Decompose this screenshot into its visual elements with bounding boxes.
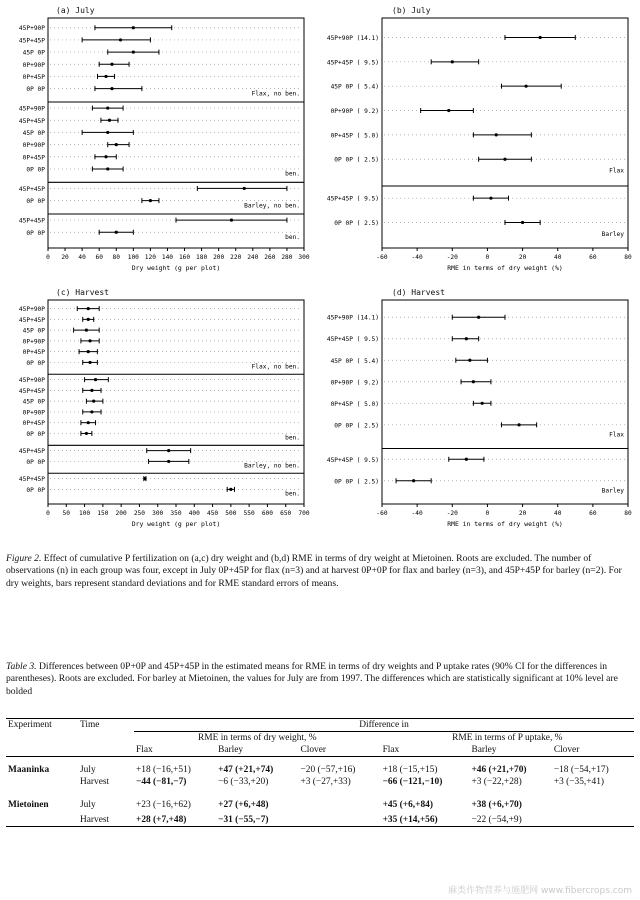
value-cell: −6 (−33,+20) bbox=[218, 777, 269, 787]
x-tick-label: 200 bbox=[213, 254, 225, 261]
time-cell: July bbox=[80, 765, 96, 775]
experiment-cell: Mietoinen bbox=[8, 800, 49, 810]
mean-point bbox=[465, 337, 468, 340]
x-tick-label: 20 bbox=[518, 510, 527, 517]
value-cell: −31 (−55,−7) bbox=[218, 815, 269, 825]
mean-point bbox=[88, 339, 91, 342]
value-cell: +35 (+14,+56) bbox=[382, 815, 438, 825]
row-label: 45P+90P bbox=[18, 105, 45, 113]
x-tick-label: 80 bbox=[112, 254, 120, 261]
panel-a-chart bbox=[4, 6, 310, 278]
group-label: Barley bbox=[601, 230, 624, 238]
mean-point bbox=[92, 400, 95, 403]
x-tick-label: 240 bbox=[247, 254, 259, 261]
mean-point bbox=[521, 221, 524, 224]
x-tick-label: -20 bbox=[446, 254, 458, 261]
panel-a-title: (a) July bbox=[56, 6, 95, 15]
panel-b-chart bbox=[322, 6, 634, 278]
row-label: 0P+45P bbox=[22, 73, 45, 81]
mean-point bbox=[149, 199, 152, 202]
x-tick-label: 180 bbox=[196, 254, 208, 261]
mean-point bbox=[132, 50, 135, 53]
mean-point bbox=[472, 380, 475, 383]
value-cell bbox=[552, 788, 634, 814]
value-cell: +45 (+6,+84) bbox=[382, 800, 433, 810]
header-rme-p-uptake: RME in terms of P uptake, % bbox=[381, 732, 634, 745]
header-time: Time bbox=[80, 720, 100, 730]
row-label: 0P+90P bbox=[22, 61, 45, 69]
x-tick-label: 40 bbox=[553, 510, 562, 517]
time-cell: Harvest bbox=[80, 777, 110, 787]
x-tick-label: -40 bbox=[411, 254, 423, 261]
row-label: 0P+90P ( 9.2) bbox=[330, 379, 379, 387]
row-label: 45P 0P ( 5.4) bbox=[330, 357, 379, 365]
x-tick-label: 650 bbox=[280, 510, 292, 517]
header-difference: Difference in bbox=[359, 720, 409, 730]
mean-point bbox=[87, 350, 90, 353]
panel-b bbox=[322, 6, 634, 278]
x-tick-label: -60 bbox=[376, 254, 388, 261]
row-label: 45P+45P bbox=[18, 476, 45, 484]
row-label: 45P+45P bbox=[18, 448, 45, 456]
row-label: 45P+45P bbox=[18, 217, 45, 225]
panel-a bbox=[4, 6, 310, 278]
value-cell: +3 (−35,+41) bbox=[553, 777, 605, 787]
x-tick-label: 20 bbox=[61, 254, 69, 261]
value-cell: +23 (−16,+62) bbox=[136, 800, 191, 810]
x-tick-label: 40 bbox=[78, 254, 86, 261]
table-row bbox=[6, 776, 634, 788]
x-tick-label: 0 bbox=[46, 254, 50, 261]
x-tick-label: 200 bbox=[115, 510, 127, 517]
x-tick-label: -20 bbox=[446, 510, 458, 517]
row-label: 0P+45P ( 5.0) bbox=[330, 400, 379, 408]
row-label: 45P+45P ( 9.5) bbox=[326, 456, 379, 464]
table-caption-text: Differences between 0P+0P and 45P+45P in the estimated means for RME in terms of dry weights and P uptake rates (90% CI for the differences in parentheses). Roots are excluded. For barley at Mietoinen, the values for July are from 1997. The differences which are statistically significant at 10% level are bolded bbox=[6, 661, 618, 697]
plot-frame bbox=[382, 300, 628, 504]
row-label: 0P+90P bbox=[22, 409, 45, 417]
row-label: 0P 0P bbox=[26, 359, 45, 367]
row-label: 0P+90P bbox=[22, 338, 45, 346]
mean-point bbox=[106, 106, 109, 109]
mean-point bbox=[104, 75, 107, 78]
mean-point bbox=[85, 432, 88, 435]
panel-c-chart bbox=[4, 288, 310, 534]
mean-point bbox=[447, 109, 450, 112]
x-tick-label: 20 bbox=[518, 254, 527, 261]
table-row bbox=[6, 788, 634, 814]
group-label: Flax bbox=[609, 167, 624, 175]
table-row bbox=[6, 814, 634, 827]
mean-point bbox=[90, 389, 93, 392]
experiment-cell: Maaninka bbox=[8, 765, 50, 775]
mean-point bbox=[94, 378, 97, 381]
x-tick-label: 140 bbox=[161, 254, 174, 261]
mean-point bbox=[230, 218, 233, 221]
x-tick-label: 80 bbox=[624, 254, 632, 261]
x-tick-label: 280 bbox=[281, 254, 293, 261]
experiment-cell bbox=[6, 776, 78, 788]
row-label: 0P 0P bbox=[26, 229, 45, 237]
value-cell: −66 (−121,−10) bbox=[382, 777, 443, 787]
row-label: 45P+90P bbox=[18, 25, 45, 33]
x-tick-label: -40 bbox=[411, 510, 423, 517]
value-cell: +46 (+21,+70) bbox=[471, 765, 527, 775]
x-tick-label: 550 bbox=[243, 510, 255, 517]
value-cell: −22 (−54,+9) bbox=[471, 815, 522, 825]
group-label: ben. bbox=[285, 490, 300, 498]
row-label: 45P+90P (14.1) bbox=[326, 34, 379, 42]
row-label: 0P+90P ( 9.2) bbox=[330, 108, 379, 116]
mean-point bbox=[503, 158, 506, 161]
mean-point bbox=[85, 329, 88, 332]
panel-c bbox=[4, 288, 310, 534]
value-cell: +28 (+7,+48) bbox=[136, 815, 187, 825]
x-tick-label: 150 bbox=[97, 510, 109, 517]
row-label: 45P+90P (14.1) bbox=[326, 314, 379, 322]
mean-point bbox=[87, 307, 90, 310]
row-label: 0P 0P ( 2.5) bbox=[334, 478, 379, 486]
mean-point bbox=[451, 60, 454, 63]
group-label: ben. bbox=[285, 170, 300, 178]
value-cell: −44 (−81,−7) bbox=[136, 777, 187, 787]
row-label: 45P+45P bbox=[18, 387, 45, 395]
mean-point bbox=[104, 155, 107, 158]
value-cell: +3 (−22,+28) bbox=[471, 777, 522, 787]
row-label: 0P+90P bbox=[22, 142, 45, 150]
row-label: 45P+90P bbox=[18, 377, 45, 385]
table-row bbox=[6, 757, 634, 777]
mean-point bbox=[243, 187, 246, 190]
mean-point bbox=[468, 359, 471, 362]
mean-point bbox=[412, 479, 415, 482]
header-experiment: Experiment bbox=[8, 720, 52, 730]
row-label: 45P+45P ( 9.5) bbox=[326, 336, 379, 344]
x-tick-label: 160 bbox=[178, 254, 191, 261]
table-3 bbox=[6, 718, 634, 827]
experiment-cell bbox=[6, 814, 78, 827]
value-cell: −20 (−57,+16) bbox=[300, 765, 356, 775]
x-tick-label: 100 bbox=[127, 254, 139, 261]
row-label: 0P 0P bbox=[26, 458, 45, 466]
mean-point bbox=[88, 361, 91, 364]
group-label: Flax, no ben. bbox=[251, 363, 300, 371]
row-label: 0P+45P ( 5.0) bbox=[330, 132, 379, 140]
row-label: 0P 0P bbox=[26, 166, 45, 174]
x-tick-label: 60 bbox=[95, 254, 103, 261]
subheader-clover: Clover bbox=[300, 745, 326, 755]
row-label: 0P 0P ( 2.5) bbox=[334, 422, 379, 430]
panel-d bbox=[322, 288, 634, 534]
x-tick-label: 100 bbox=[78, 510, 91, 517]
row-label: 0P 0P ( 2.5) bbox=[334, 220, 379, 228]
row-label: 0P 0P bbox=[26, 86, 45, 94]
mean-point bbox=[481, 402, 484, 405]
x-axis-label: RME in terms of dry weight (%) bbox=[447, 264, 563, 272]
plot-frame bbox=[382, 18, 628, 248]
x-tick-label: 120 bbox=[144, 254, 156, 261]
mean-point bbox=[132, 26, 135, 29]
x-tick-label: -60 bbox=[376, 510, 388, 517]
mean-point bbox=[524, 85, 527, 88]
panel-b-title: (b) July bbox=[392, 6, 431, 15]
row-label: 0P+45P bbox=[22, 154, 45, 162]
mean-point bbox=[539, 36, 542, 39]
value-cell: +38 (+6,+70) bbox=[471, 800, 522, 810]
time-cell: Harvest bbox=[80, 815, 110, 825]
value-cell: +18 (−15,+15) bbox=[382, 765, 438, 775]
group-label: ben. bbox=[285, 233, 300, 241]
group-label: Flax bbox=[609, 431, 624, 439]
mean-point bbox=[115, 143, 118, 146]
mean-point bbox=[87, 421, 90, 424]
mean-point bbox=[106, 131, 109, 134]
value-cell: +3 (−27,+33) bbox=[300, 777, 351, 787]
x-tick-label: 400 bbox=[188, 510, 200, 517]
x-tick-label: 600 bbox=[261, 510, 274, 517]
row-label: 45P 0P bbox=[22, 398, 45, 406]
mean-point bbox=[465, 458, 468, 461]
x-tick-label: 220 bbox=[230, 254, 242, 261]
mean-point bbox=[108, 119, 111, 122]
x-tick-label: 300 bbox=[298, 254, 310, 261]
group-label: ben. bbox=[285, 434, 300, 442]
x-tick-label: 80 bbox=[624, 510, 632, 517]
row-label: 0P 0P bbox=[26, 430, 45, 438]
value-cell: −18 (−54,+17) bbox=[553, 765, 609, 775]
x-tick-label: 0 bbox=[46, 510, 50, 517]
mean-point bbox=[143, 477, 146, 480]
mean-point bbox=[115, 231, 118, 234]
x-tick-label: 450 bbox=[206, 510, 219, 517]
row-label: 45P 0P bbox=[22, 49, 45, 57]
row-label: 0P+45P bbox=[22, 420, 45, 428]
mean-point bbox=[477, 316, 480, 319]
row-label: 0P 0P ( 2.5) bbox=[334, 156, 379, 164]
mean-point bbox=[167, 460, 170, 463]
row-label: 45P+45P bbox=[18, 37, 45, 45]
x-tick-label: 300 bbox=[152, 510, 164, 517]
mean-point bbox=[119, 38, 122, 41]
group-label: Barley, no ben. bbox=[244, 462, 300, 470]
x-axis-label: RME in terms of dry weight (%) bbox=[447, 520, 563, 528]
mean-point bbox=[110, 63, 113, 66]
subheader-barley: Barley bbox=[218, 745, 244, 755]
panel-d-chart bbox=[322, 288, 634, 534]
time-cell: July bbox=[80, 800, 96, 810]
figure-caption-label: Figure 2. bbox=[6, 553, 42, 564]
row-label: 45P 0P bbox=[22, 327, 45, 335]
x-tick-label: 260 bbox=[264, 254, 276, 261]
value-cell bbox=[298, 814, 380, 827]
mean-point bbox=[90, 410, 93, 413]
x-tick-label: 60 bbox=[589, 510, 597, 517]
value-cell: +18 (−16,+51) bbox=[136, 765, 191, 775]
figure-caption bbox=[6, 553, 634, 590]
mean-point bbox=[229, 488, 232, 491]
row-label: 0P 0P bbox=[26, 198, 45, 206]
value-cell: +47 (+21,+74) bbox=[218, 765, 274, 775]
subheader-flax: Flax bbox=[382, 745, 400, 755]
x-tick-label: 0 bbox=[485, 510, 490, 517]
figure-caption-text: Effect of cumulative P fertilization on (a,c) dry weight and (b,d) RME in terms of dry weight at Mietoinen. Roots are excluded. The number of observations (n) in each group was four, except in July 0P+45P for flax (n=3) and at harvest 0P+0P for flax and barley (n=3), and 45P+45P for barley (n=2). For dry weights, bars represent standard deviations and for RME standard errors of means. bbox=[6, 553, 622, 589]
group-label: Barley, no ben. bbox=[244, 202, 300, 210]
mean-point bbox=[106, 167, 109, 170]
row-label: 45P+45P bbox=[18, 117, 45, 125]
row-label: 45P 0P ( 5.4) bbox=[330, 83, 379, 91]
subheader-clover: Clover bbox=[553, 745, 580, 755]
mean-point bbox=[495, 133, 498, 136]
value-cell bbox=[298, 788, 380, 814]
mean-point bbox=[110, 87, 113, 90]
x-axis-label: Dry weight (g per plot) bbox=[131, 264, 221, 272]
row-label: 45P+45P ( 9.5) bbox=[326, 195, 379, 203]
group-label: Barley bbox=[601, 487, 624, 495]
watermark: 麻类作物营养与施肥网 www.fibercrops.com bbox=[448, 886, 632, 896]
x-tick-label: 40 bbox=[553, 254, 562, 261]
x-tick-label: 50 bbox=[62, 510, 71, 517]
subheader-barley: Barley bbox=[471, 745, 497, 755]
row-label: 45P+90P bbox=[18, 306, 45, 314]
group-label: Flax, no ben. bbox=[251, 90, 300, 98]
mean-point bbox=[87, 318, 90, 321]
row-label: 45P+45P bbox=[18, 185, 45, 193]
x-tick-label: 250 bbox=[133, 510, 146, 517]
table-caption bbox=[6, 661, 634, 698]
value-cell: +27 (+6,+48) bbox=[218, 800, 269, 810]
table-caption-label: Table 3. bbox=[6, 661, 37, 672]
row-label: 45P 0P bbox=[22, 129, 45, 137]
mean-point bbox=[167, 449, 170, 452]
panel-d-title: (d) Harvest bbox=[392, 288, 445, 297]
x-tick-label: 60 bbox=[589, 254, 597, 261]
x-tick-label: 0 bbox=[485, 254, 490, 261]
header-rme-dry-weight: RME in terms of dry weight, % bbox=[134, 732, 381, 745]
mean-point bbox=[517, 423, 520, 426]
x-tick-label: 700 bbox=[298, 510, 310, 517]
x-tick-label: 350 bbox=[170, 510, 182, 517]
value-cell bbox=[552, 814, 634, 827]
row-label: 0P+45P bbox=[22, 349, 45, 357]
subheader-flax: Flax bbox=[136, 745, 153, 755]
row-label: 45P+45P bbox=[18, 316, 45, 324]
panel-c-title: (c) Harvest bbox=[56, 288, 109, 297]
mean-point bbox=[489, 197, 492, 200]
row-label: 45P+45P ( 9.5) bbox=[326, 59, 379, 67]
x-tick-label: 500 bbox=[225, 510, 237, 517]
x-axis-label: Dry weight (g per plot) bbox=[131, 520, 221, 528]
row-label: 0P 0P bbox=[26, 486, 45, 494]
